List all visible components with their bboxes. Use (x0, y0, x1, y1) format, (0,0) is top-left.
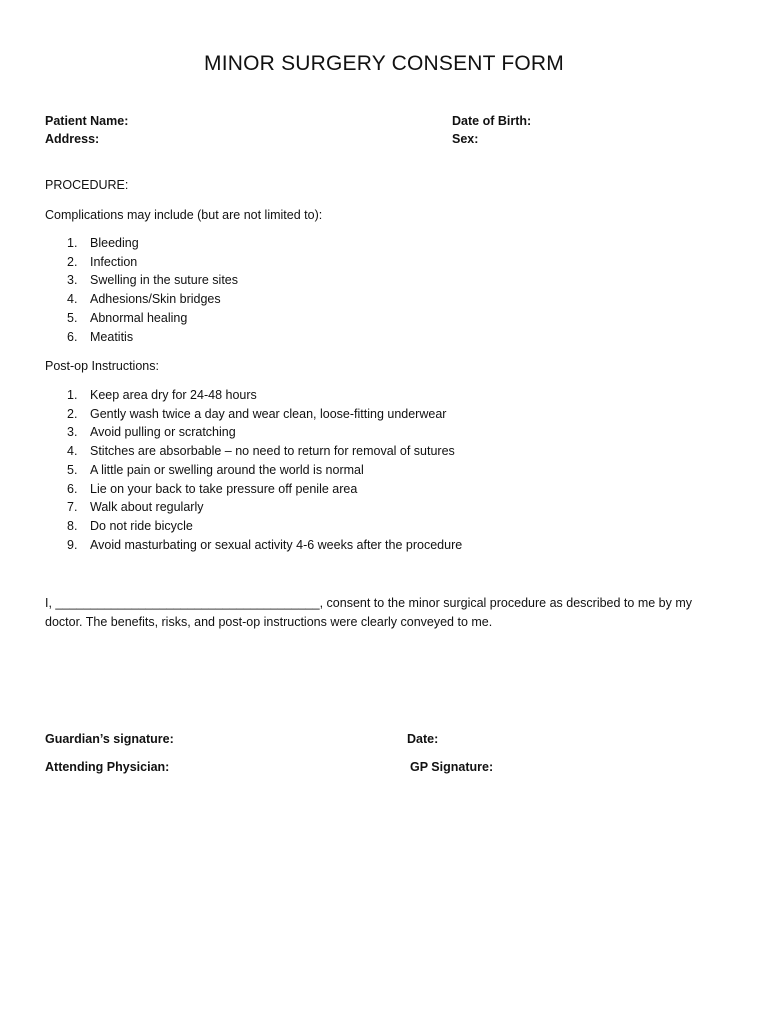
gp-signature-label: GP Signature: (410, 760, 494, 774)
date-label: Date: (407, 732, 439, 746)
list-item-number: 5. (67, 310, 78, 325)
sex-label-text: Sex: (452, 132, 479, 146)
list-item-text: Keep area dry for 24-48 hours (90, 388, 257, 402)
list-item-text: Abnormal healing (90, 310, 188, 325)
list-item-number: 1. (67, 236, 78, 250)
complications-intro: Complications may include (but are not limited to): (45, 208, 323, 222)
list-item (45, 442, 462, 461)
list-item (45, 386, 462, 405)
list-item (45, 290, 238, 309)
list-item-text: Do not ride bicycle (90, 518, 193, 533)
list-item-number: 3. (67, 425, 78, 440)
patient-name-label (45, 112, 128, 130)
postop-heading: Post-op Instructions: (45, 359, 159, 373)
list-item-text: Infection (90, 254, 138, 269)
address-label-text: Address: (45, 132, 100, 146)
list-item (45, 498, 462, 517)
list-item-number: 7. (67, 500, 78, 515)
list-item (45, 271, 238, 290)
list-item-number: 3. (67, 273, 78, 288)
list-item-number: 6. (67, 481, 78, 496)
list-item-text: Adhesions/Skin bridges (90, 292, 221, 307)
complications-list (45, 234, 238, 346)
address-label (45, 130, 99, 148)
list-item-number: 4. (67, 292, 78, 307)
consent-statement: I, ______________________________________, consent to the minor surgical procedure as described to me by my doctor. The benefits, risks, and post-op instructions were clearly conveyed to me. (45, 596, 692, 629)
list-item (45, 405, 462, 424)
list-item-text: Swelling in the suture sites (90, 273, 238, 288)
list-item (45, 480, 462, 499)
list-item (45, 253, 238, 272)
list-item-number: 9. (67, 537, 78, 552)
list-item-number: 2. (67, 406, 78, 421)
list-item-number: 2. (67, 254, 78, 269)
list-item-text: Gently wash twice a day and wear clean, loose-fitting underwear (90, 406, 447, 421)
list-item (45, 423, 462, 442)
form-title: MINOR SURGERY CONSENT FORM (204, 52, 564, 75)
list-item-number: 8. (67, 518, 78, 533)
list-item (45, 536, 462, 555)
list-item-text: Stitches are absorbable – no need to return for removal of sutures (90, 444, 455, 459)
guardian-signature-label: Guardian’s signature: (45, 732, 174, 746)
list-item-number: 4. (67, 444, 78, 459)
list-item (45, 461, 462, 480)
date-of-birth-label-text: Date of Birth: (452, 114, 532, 128)
date-of-birth-label (452, 112, 531, 130)
list-item-text: Avoid masturbating or sexual activity 4-6 weeks after the procedure (90, 537, 463, 552)
list-item (45, 517, 462, 536)
list-item-text: Avoid pulling or scratching (90, 425, 236, 440)
list-item-number: 6. (67, 329, 78, 344)
list-item-text: A little pain or swelling around the world is normal (90, 462, 364, 477)
postop-instructions-list (45, 386, 462, 554)
list-item-text: Lie on your back to take pressure off penile area (90, 481, 358, 496)
list-item (45, 328, 238, 347)
sex-label (452, 130, 478, 148)
list-item-text: Bleeding (90, 236, 139, 250)
procedure-label: PROCEDURE: (45, 178, 129, 192)
list-item-text: Walk about regularly (90, 500, 204, 515)
list-item-text: Meatitis (90, 329, 134, 344)
patient-name-label-text: Patient Name: (45, 114, 129, 128)
list-item (45, 234, 238, 253)
list-item-number: 1. (67, 388, 78, 402)
list-item (45, 309, 238, 328)
attending-physician-label: Attending Physician: (45, 760, 170, 774)
list-item-number: 5. (67, 462, 78, 477)
